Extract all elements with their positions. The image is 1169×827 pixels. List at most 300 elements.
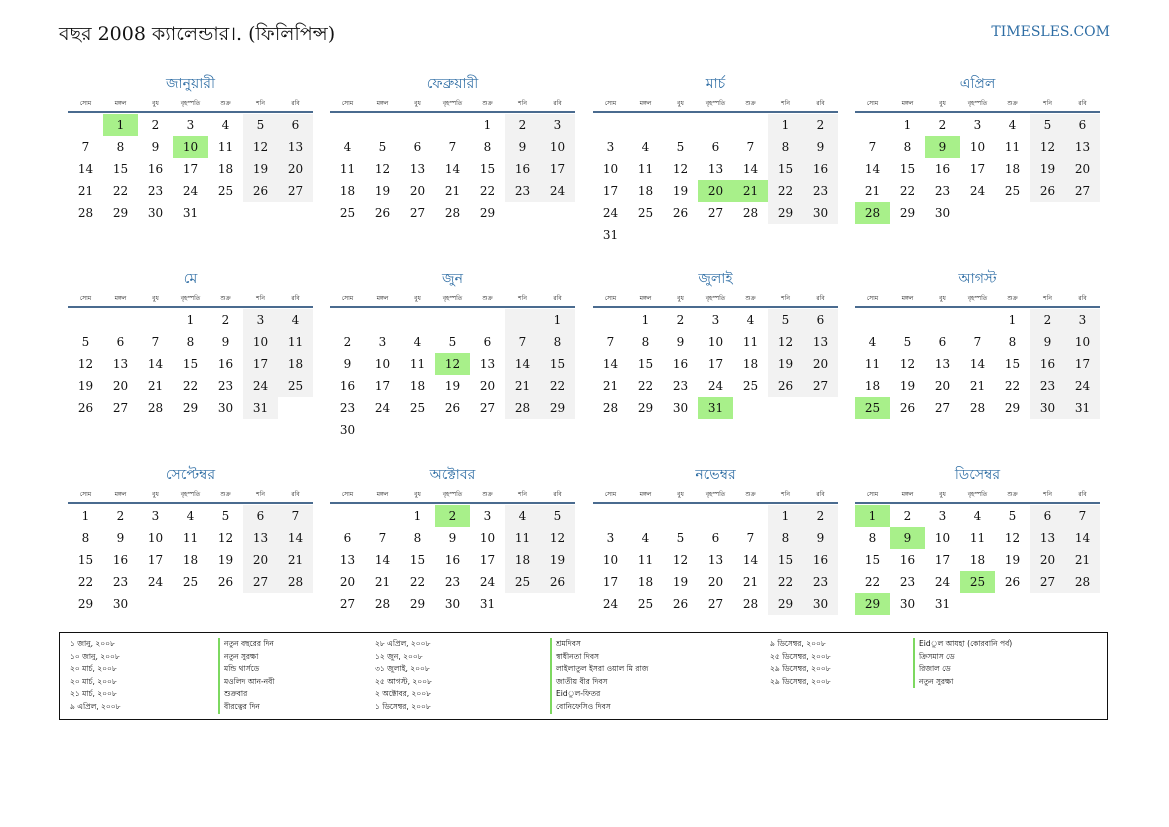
day-cell[interactable]: 12 <box>899 357 916 371</box>
day-cell[interactable]: 11 <box>409 357 426 371</box>
day-cell[interactable]: 5 <box>243 114 278 136</box>
day-cell[interactable]: 25 <box>1004 184 1021 198</box>
day-cell[interactable]: 31 <box>602 228 619 242</box>
day-cell[interactable]: 25 <box>217 184 234 198</box>
day-cell[interactable]: 31 <box>479 597 496 611</box>
day-cell[interactable]: 7 <box>151 335 160 349</box>
day-cell[interactable]: 9 <box>448 531 457 545</box>
holiday-day-cell[interactable]: 1 <box>103 114 138 136</box>
day-cell[interactable]: 16 <box>112 553 129 567</box>
day-cell[interactable]: 22 <box>637 379 654 393</box>
day-cell[interactable]: 3 <box>540 114 575 136</box>
day-cell[interactable]: 1 <box>186 313 195 327</box>
day-cell[interactable]: 17 <box>182 162 199 176</box>
day-cell[interactable]: 28 <box>1065 571 1100 593</box>
day-cell[interactable]: 9 <box>505 136 540 158</box>
day-cell[interactable]: 26 <box>217 575 234 589</box>
day-cell[interactable]: 8 <box>116 140 125 154</box>
day-cell[interactable]: 18 <box>339 184 356 198</box>
day-cell[interactable]: 27 <box>278 180 313 202</box>
day-cell[interactable]: 24 <box>602 597 619 611</box>
day-cell[interactable]: 29 <box>637 401 654 415</box>
day-cell[interactable]: 8 <box>768 136 803 158</box>
day-cell[interactable]: 4 <box>505 505 540 527</box>
day-cell[interactable]: 8 <box>641 335 650 349</box>
day-cell[interactable]: 25 <box>409 401 426 415</box>
day-cell[interactable]: 15 <box>1004 357 1021 371</box>
day-cell[interactable]: 23 <box>217 379 234 393</box>
day-cell[interactable]: 13 <box>1030 527 1065 549</box>
day-cell[interactable]: 26 <box>1030 180 1065 202</box>
day-cell[interactable]: 11 <box>969 531 986 545</box>
day-cell[interactable]: 19 <box>768 353 803 375</box>
day-cell[interactable]: 30 <box>147 206 164 220</box>
day-cell[interactable]: 3 <box>243 309 278 331</box>
day-cell[interactable]: 2 <box>116 509 125 523</box>
day-cell[interactable]: 17 <box>707 357 724 371</box>
day-cell[interactable]: 5 <box>540 505 575 527</box>
day-cell[interactable]: 24 <box>969 184 986 198</box>
day-cell[interactable]: 10 <box>969 140 986 154</box>
day-cell[interactable]: 14 <box>444 162 461 176</box>
day-cell[interactable]: 10 <box>1065 331 1100 353</box>
day-cell[interactable]: 18 <box>505 549 540 571</box>
day-cell[interactable]: 14 <box>374 553 391 567</box>
day-cell[interactable]: 6 <box>278 114 313 136</box>
day-cell[interactable]: 23 <box>444 575 461 589</box>
day-cell[interactable]: 28 <box>147 401 164 415</box>
day-cell[interactable]: 19 <box>540 549 575 571</box>
day-cell[interactable]: 25 <box>637 597 654 611</box>
day-cell[interactable]: 10 <box>374 357 391 371</box>
day-cell[interactable]: 16 <box>339 379 356 393</box>
day-cell[interactable]: 8 <box>540 331 575 353</box>
day-cell[interactable]: 5 <box>448 335 457 349</box>
day-cell[interactable]: 10 <box>934 531 951 545</box>
day-cell[interactable]: 12 <box>1030 136 1065 158</box>
day-cell[interactable]: 17 <box>969 162 986 176</box>
day-cell[interactable]: 9 <box>221 335 230 349</box>
day-cell[interactable]: 30 <box>339 423 356 437</box>
day-cell[interactable]: 17 <box>374 379 391 393</box>
day-cell[interactable]: 21 <box>444 184 461 198</box>
day-cell[interactable]: 2 <box>221 313 230 327</box>
day-cell[interactable]: 22 <box>182 379 199 393</box>
day-cell[interactable]: 27 <box>707 597 724 611</box>
day-cell[interactable]: 1 <box>540 309 575 331</box>
day-cell[interactable]: 16 <box>934 162 951 176</box>
holiday-day-cell[interactable]: 9 <box>925 136 960 158</box>
day-cell[interactable]: 28 <box>444 206 461 220</box>
day-cell[interactable]: 27 <box>339 597 356 611</box>
day-cell[interactable]: 18 <box>217 162 234 176</box>
day-cell[interactable]: 29 <box>112 206 129 220</box>
holiday-day-cell[interactable]: 21 <box>733 180 768 202</box>
brand-link[interactable]: TIMESLES.COM <box>991 24 1110 40</box>
day-cell[interactable]: 6 <box>803 309 838 331</box>
day-cell[interactable]: 19 <box>243 158 278 180</box>
day-cell[interactable]: 12 <box>374 162 391 176</box>
day-cell[interactable]: 17 <box>243 353 278 375</box>
day-cell[interactable]: 8 <box>868 531 877 545</box>
day-cell[interactable]: 19 <box>672 184 689 198</box>
day-cell[interactable]: 11 <box>182 531 199 545</box>
day-cell[interactable]: 3 <box>606 531 615 545</box>
day-cell[interactable]: 13 <box>339 553 356 567</box>
day-cell[interactable]: 16 <box>672 357 689 371</box>
day-cell[interactable]: 29 <box>77 597 94 611</box>
day-cell[interactable]: 7 <box>606 335 615 349</box>
day-cell[interactable]: 20 <box>409 184 426 198</box>
day-cell[interactable]: 17 <box>479 553 496 567</box>
day-cell[interactable]: 9 <box>803 527 838 549</box>
day-cell[interactable]: 8 <box>186 335 195 349</box>
day-cell[interactable]: 22 <box>540 375 575 397</box>
day-cell[interactable]: 30 <box>444 597 461 611</box>
day-cell[interactable]: 28 <box>969 401 986 415</box>
day-cell[interactable]: 15 <box>637 357 654 371</box>
day-cell[interactable]: 16 <box>1030 353 1065 375</box>
day-cell[interactable]: 4 <box>641 531 650 545</box>
day-cell[interactable]: 9 <box>1030 331 1065 353</box>
day-cell[interactable]: 19 <box>1030 158 1065 180</box>
day-cell[interactable]: 17 <box>602 184 619 198</box>
day-cell[interactable]: 14 <box>602 357 619 371</box>
day-cell[interactable]: 9 <box>151 140 160 154</box>
day-cell[interactable]: 5 <box>676 140 685 154</box>
day-cell[interactable]: 18 <box>637 184 654 198</box>
day-cell[interactable]: 12 <box>1004 531 1021 545</box>
day-cell[interactable]: 28 <box>77 206 94 220</box>
day-cell[interactable]: 10 <box>147 531 164 545</box>
day-cell[interactable]: 4 <box>186 509 195 523</box>
day-cell[interactable]: 22 <box>112 184 129 198</box>
day-cell[interactable]: 26 <box>899 401 916 415</box>
day-cell[interactable]: 5 <box>1030 114 1065 136</box>
day-cell[interactable]: 8 <box>768 527 803 549</box>
day-cell[interactable]: 14 <box>864 162 881 176</box>
day-cell[interactable]: 8 <box>413 531 422 545</box>
day-cell[interactable]: 11 <box>637 553 654 567</box>
day-cell[interactable]: 5 <box>903 335 912 349</box>
day-cell[interactable]: 5 <box>81 335 90 349</box>
day-cell[interactable]: 19 <box>672 575 689 589</box>
holiday-day-cell[interactable]: 10 <box>173 136 208 158</box>
day-cell[interactable]: 9 <box>676 335 685 349</box>
day-cell[interactable]: 28 <box>278 571 313 593</box>
holiday-day-cell[interactable]: 31 <box>698 397 733 419</box>
day-cell[interactable]: 3 <box>151 509 160 523</box>
day-cell[interactable]: 2 <box>505 114 540 136</box>
day-cell[interactable]: 21 <box>1065 549 1100 571</box>
day-cell[interactable]: 4 <box>221 118 230 132</box>
day-cell[interactable]: 7 <box>81 140 90 154</box>
day-cell[interactable]: 24 <box>602 206 619 220</box>
day-cell[interactable]: 26 <box>77 401 94 415</box>
day-cell[interactable]: 30 <box>672 401 689 415</box>
day-cell[interactable]: 15 <box>768 158 803 180</box>
day-cell[interactable]: 7 <box>1065 505 1100 527</box>
day-cell[interactable]: 20 <box>243 549 278 571</box>
day-cell[interactable]: 8 <box>81 531 90 545</box>
day-cell[interactable]: 22 <box>409 575 426 589</box>
day-cell[interactable]: 8 <box>1008 335 1017 349</box>
day-cell[interactable]: 12 <box>540 527 575 549</box>
day-cell[interactable]: 24 <box>374 401 391 415</box>
day-cell[interactable]: 17 <box>147 553 164 567</box>
holiday-day-cell[interactable]: 9 <box>890 527 925 549</box>
day-cell[interactable]: 22 <box>479 184 496 198</box>
day-cell[interactable]: 29 <box>1004 401 1021 415</box>
day-cell[interactable]: 1 <box>641 313 650 327</box>
day-cell[interactable]: 16 <box>505 158 540 180</box>
day-cell[interactable]: 6 <box>1065 114 1100 136</box>
day-cell[interactable]: 13 <box>803 331 838 353</box>
day-cell[interactable]: 28 <box>505 397 540 419</box>
day-cell[interactable]: 4 <box>868 335 877 349</box>
day-cell[interactable]: 30 <box>899 597 916 611</box>
day-cell[interactable]: 30 <box>803 202 838 224</box>
day-cell[interactable]: 20 <box>803 353 838 375</box>
day-cell[interactable]: 11 <box>1004 140 1021 154</box>
day-cell[interactable]: 3 <box>711 313 720 327</box>
day-cell[interactable]: 28 <box>602 401 619 415</box>
day-cell[interactable]: 22 <box>768 180 803 202</box>
day-cell[interactable]: 13 <box>1065 136 1100 158</box>
day-cell[interactable]: 2 <box>151 118 160 132</box>
day-cell[interactable]: 20 <box>934 379 951 393</box>
day-cell[interactable]: 2 <box>343 335 352 349</box>
day-cell[interactable]: 11 <box>217 140 234 154</box>
day-cell[interactable]: 2 <box>938 118 947 132</box>
holiday-day-cell[interactable]: 25 <box>855 397 890 419</box>
day-cell[interactable]: 23 <box>899 575 916 589</box>
day-cell[interactable]: 29 <box>899 206 916 220</box>
day-cell[interactable]: 15 <box>864 553 881 567</box>
day-cell[interactable]: 22 <box>899 184 916 198</box>
day-cell[interactable]: 3 <box>938 509 947 523</box>
day-cell[interactable]: 27 <box>1065 180 1100 202</box>
holiday-day-cell[interactable]: 12 <box>435 353 470 375</box>
day-cell[interactable]: 2 <box>903 509 912 523</box>
day-cell[interactable]: 18 <box>409 379 426 393</box>
day-cell[interactable]: 3 <box>186 118 195 132</box>
day-cell[interactable]: 30 <box>1030 397 1065 419</box>
day-cell[interactable]: 16 <box>803 158 838 180</box>
holiday-day-cell[interactable]: 1 <box>855 505 890 527</box>
day-cell[interactable]: 24 <box>540 180 575 202</box>
day-cell[interactable]: 7 <box>746 531 755 545</box>
day-cell[interactable]: 24 <box>707 379 724 393</box>
day-cell[interactable]: 26 <box>768 375 803 397</box>
day-cell[interactable]: 16 <box>217 357 234 371</box>
day-cell[interactable]: 23 <box>803 180 838 202</box>
day-cell[interactable]: 16 <box>803 549 838 571</box>
day-cell[interactable]: 2 <box>1030 309 1065 331</box>
day-cell[interactable]: 6 <box>343 531 352 545</box>
day-cell[interactable]: 21 <box>374 575 391 589</box>
day-cell[interactable]: 30 <box>803 593 838 615</box>
day-cell[interactable]: 24 <box>243 375 278 397</box>
day-cell[interactable]: 19 <box>899 379 916 393</box>
day-cell[interactable]: 4 <box>1008 118 1017 132</box>
day-cell[interactable]: 24 <box>934 575 951 589</box>
day-cell[interactable]: 26 <box>444 401 461 415</box>
day-cell[interactable]: 23 <box>934 184 951 198</box>
day-cell[interactable]: 6 <box>413 140 422 154</box>
day-cell[interactable]: 12 <box>672 162 689 176</box>
day-cell[interactable]: 24 <box>182 184 199 198</box>
day-cell[interactable]: 20 <box>339 575 356 589</box>
day-cell[interactable]: 31 <box>1065 397 1100 419</box>
day-cell[interactable]: 6 <box>711 140 720 154</box>
day-cell[interactable]: 21 <box>505 375 540 397</box>
day-cell[interactable]: 14 <box>77 162 94 176</box>
day-cell[interactable]: 14 <box>742 553 759 567</box>
day-cell[interactable]: 19 <box>217 553 234 567</box>
day-cell[interactable]: 1 <box>1008 313 1017 327</box>
day-cell[interactable]: 19 <box>444 379 461 393</box>
day-cell[interactable]: 12 <box>243 136 278 158</box>
day-cell[interactable]: 27 <box>803 375 838 397</box>
day-cell[interactable]: 18 <box>864 379 881 393</box>
day-cell[interactable]: 18 <box>1004 162 1021 176</box>
day-cell[interactable]: 17 <box>602 575 619 589</box>
day-cell[interactable]: 7 <box>378 531 387 545</box>
day-cell[interactable]: 8 <box>483 140 492 154</box>
day-cell[interactable]: 9 <box>343 357 352 371</box>
day-cell[interactable]: 5 <box>378 140 387 154</box>
day-cell[interactable]: 20 <box>1030 549 1065 571</box>
day-cell[interactable]: 14 <box>1065 527 1100 549</box>
day-cell[interactable]: 9 <box>116 531 125 545</box>
day-cell[interactable]: 15 <box>182 357 199 371</box>
day-cell[interactable]: 10 <box>243 331 278 353</box>
day-cell[interactable]: 27 <box>409 206 426 220</box>
day-cell[interactable]: 25 <box>182 575 199 589</box>
day-cell[interactable]: 10 <box>540 136 575 158</box>
day-cell[interactable]: 22 <box>1004 379 1021 393</box>
day-cell[interactable]: 21 <box>742 575 759 589</box>
day-cell[interactable]: 21 <box>969 379 986 393</box>
day-cell[interactable]: 25 <box>278 375 313 397</box>
day-cell[interactable]: 26 <box>243 180 278 202</box>
day-cell[interactable]: 7 <box>868 140 877 154</box>
day-cell[interactable]: 1 <box>768 114 803 136</box>
day-cell[interactable]: 6 <box>243 505 278 527</box>
day-cell[interactable]: 3 <box>378 335 387 349</box>
holiday-day-cell[interactable]: 25 <box>960 571 995 593</box>
day-cell[interactable]: 6 <box>938 335 947 349</box>
day-cell[interactable]: 21 <box>147 379 164 393</box>
day-cell[interactable]: 23 <box>803 571 838 593</box>
day-cell[interactable]: 25 <box>637 206 654 220</box>
day-cell[interactable]: 29 <box>479 206 496 220</box>
day-cell[interactable]: 10 <box>602 162 619 176</box>
day-cell[interactable]: 1 <box>483 118 492 132</box>
holiday-day-cell[interactable]: 2 <box>435 505 470 527</box>
day-cell[interactable]: 2 <box>803 505 838 527</box>
day-cell[interactable]: 26 <box>1004 575 1021 589</box>
day-cell[interactable]: 7 <box>973 335 982 349</box>
day-cell[interactable]: 27 <box>112 401 129 415</box>
day-cell[interactable]: 13 <box>278 136 313 158</box>
day-cell[interactable]: 14 <box>147 357 164 371</box>
day-cell[interactable]: 7 <box>746 140 755 154</box>
day-cell[interactable]: 11 <box>278 331 313 353</box>
day-cell[interactable]: 3 <box>606 140 615 154</box>
day-cell[interactable]: 12 <box>768 331 803 353</box>
day-cell[interactable]: 6 <box>483 335 492 349</box>
day-cell[interactable]: 1 <box>413 509 422 523</box>
day-cell[interactable]: 15 <box>540 353 575 375</box>
day-cell[interactable]: 15 <box>768 549 803 571</box>
day-cell[interactable]: 18 <box>969 553 986 567</box>
day-cell[interactable]: 8 <box>903 140 912 154</box>
day-cell[interactable]: 12 <box>77 357 94 371</box>
day-cell[interactable]: 24 <box>147 575 164 589</box>
holiday-day-cell[interactable]: 29 <box>855 593 890 615</box>
day-cell[interactable]: 25 <box>505 571 540 593</box>
day-cell[interactable]: 10 <box>602 553 619 567</box>
day-cell[interactable]: 24 <box>1065 375 1100 397</box>
day-cell[interactable]: 14 <box>742 162 759 176</box>
day-cell[interactable]: 20 <box>1065 158 1100 180</box>
day-cell[interactable]: 12 <box>217 531 234 545</box>
day-cell[interactable]: 28 <box>742 206 759 220</box>
holiday-day-cell[interactable]: 20 <box>698 180 733 202</box>
day-cell[interactable]: 20 <box>479 379 496 393</box>
day-cell[interactable]: 13 <box>707 553 724 567</box>
day-cell[interactable]: 29 <box>768 593 803 615</box>
day-cell[interactable]: 14 <box>505 353 540 375</box>
day-cell[interactable]: 26 <box>374 206 391 220</box>
day-cell[interactable]: 9 <box>803 136 838 158</box>
day-cell[interactable]: 21 <box>602 379 619 393</box>
day-cell[interactable]: 19 <box>1004 553 1021 567</box>
day-cell[interactable]: 14 <box>969 357 986 371</box>
day-cell[interactable]: 11 <box>637 162 654 176</box>
holiday-day-cell[interactable]: 28 <box>855 202 890 224</box>
day-cell[interactable]: 7 <box>448 140 457 154</box>
day-cell[interactable]: 3 <box>483 509 492 523</box>
day-cell[interactable]: 20 <box>112 379 129 393</box>
day-cell[interactable]: 21 <box>278 549 313 571</box>
day-cell[interactable]: 21 <box>864 184 881 198</box>
day-cell[interactable]: 29 <box>768 202 803 224</box>
day-cell[interactable]: 7 <box>505 331 540 353</box>
day-cell[interactable]: 5 <box>1008 509 1017 523</box>
day-cell[interactable]: 25 <box>339 206 356 220</box>
day-cell[interactable]: 4 <box>973 509 982 523</box>
day-cell[interactable]: 24 <box>479 575 496 589</box>
day-cell[interactable]: 26 <box>672 597 689 611</box>
day-cell[interactable]: 17 <box>540 158 575 180</box>
day-cell[interactable]: 6 <box>1030 505 1065 527</box>
day-cell[interactable]: 16 <box>147 162 164 176</box>
day-cell[interactable]: 2 <box>676 313 685 327</box>
day-cell[interactable]: 13 <box>112 357 129 371</box>
day-cell[interactable]: 1 <box>768 505 803 527</box>
day-cell[interactable]: 30 <box>934 206 951 220</box>
day-cell[interactable]: 13 <box>707 162 724 176</box>
day-cell[interactable]: 27 <box>1030 571 1065 593</box>
day-cell[interactable]: 19 <box>77 379 94 393</box>
day-cell[interactable]: 28 <box>374 597 391 611</box>
day-cell[interactable]: 12 <box>672 553 689 567</box>
day-cell[interactable]: 15 <box>899 162 916 176</box>
day-cell[interactable]: 29 <box>409 597 426 611</box>
